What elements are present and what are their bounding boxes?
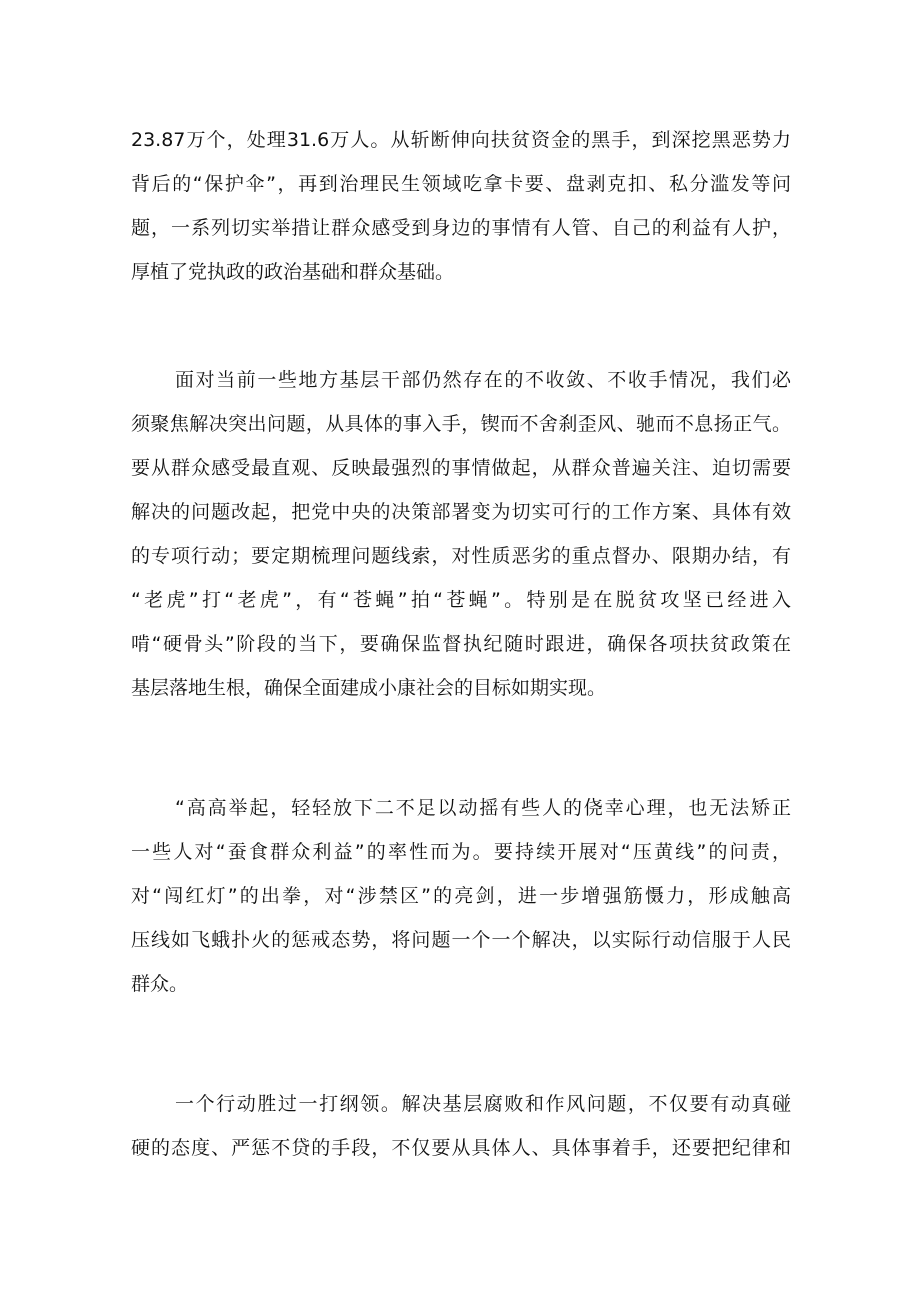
text-line: 一些人对“蚕食群众利益”的率性而为。要持续开展对“压黄线”的问责， [131,841,791,863]
text-line: 压线如飞蛾扑火的惩戒态势，将问题一个一个解决，以实际行动信服于人民 [131,929,791,951]
text-line: “高高举起，轻轻放下二不足以动摇有些人的侥幸心理，也无法矫正 [175,797,791,819]
text-line: 基层落地生根，确保全面建成小康社会的目标如期实现。 [131,677,607,699]
text-line: 背后的“保护伞”，再到治理民生领域吃拿卡要、盘剥克扣、私分滥发等问 [131,173,791,195]
paragraph-1 [131,118,791,294]
paragraph-2 [131,358,791,710]
text-line: 对“闯红灯”的出拳，对“涉禁区”的亮剑，进一步增强筋慑力，形成触高 [131,885,791,907]
text-line: 解决的问题改起，把党中央的决策部署变为切实可行的工作方案、具体有效 [131,501,791,523]
paragraph-4 [131,1082,791,1170]
text-line: 须聚焦解决突出问题，从具体的事入手，锲而不舍刹歪风、驰而不息扬正气。 [131,413,791,435]
text-line: 啃“硬骨头”阶段的当下，要确保监督执纪随时跟进，确保各项扶贫政策在 [131,633,791,655]
paragraph-3 [131,786,791,1006]
text-line: “老虎”打“老虎”，有“苍蝇”拍“苍蝇”。特别是在脱贫攻坚已经进入 [131,589,791,611]
text-line: 硬的态度、严惩不贷的手段，不仅要从具体人、具体事着手，还要把纪律和 [131,1137,791,1159]
text-line: 群众。 [131,973,189,995]
text-line: 厚植了党执政的政治基础和群众基础。 [131,261,455,283]
text-line: 面对当前一些地方基层干部仍然存在的不收敛、不收手情况，我们必 [175,369,791,391]
text-line: 一个行动胜过一打纲领。解决基层腐败和作风问题，不仅要有动真碰 [175,1093,791,1115]
text-line: 题，一系列切实举措让群众感受到身边的事情有人管、自己的利益有人护， [131,217,791,239]
text-line: 23.87万个，处理31.6万人。从斩断伸向扶贫资金的黑手，到深挖黑恶势力 [131,129,791,151]
text-line: 要从群众感受最直观、反映最强烈的事情做起，从群众普遍关注、迫切需要 [131,457,791,479]
text-line: 的专项行动；要定期梳理问题线索，对性质恶劣的重点督办、限期办结，有 [131,545,791,567]
